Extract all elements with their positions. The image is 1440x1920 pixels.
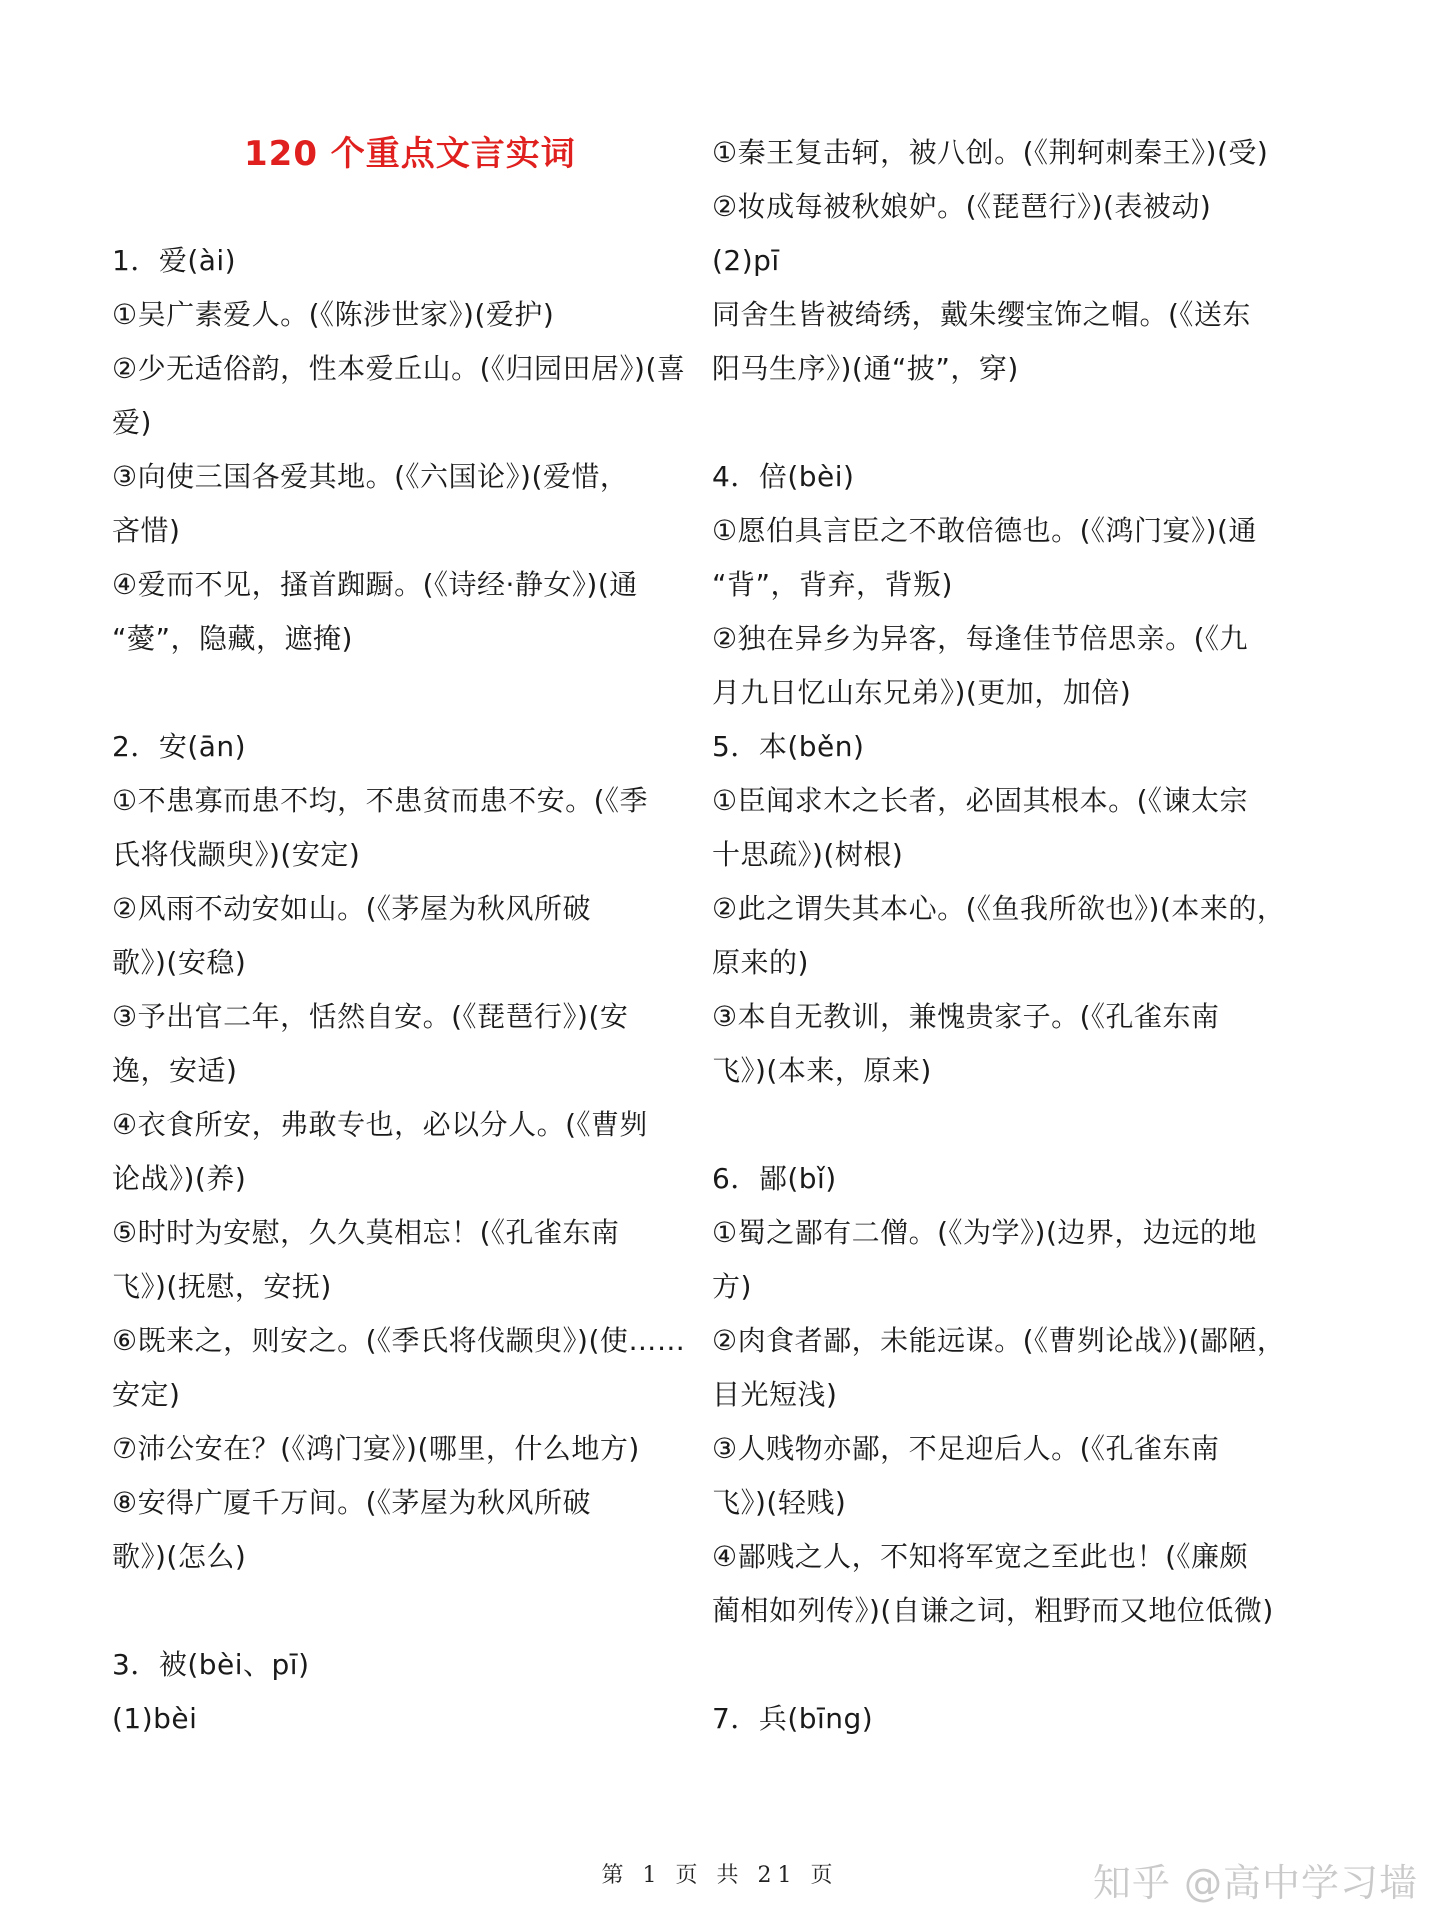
text-line: 6．鄙(bǐ) — [712, 1162, 837, 1195]
text-line: ③人贱物亦鄙，不足迎后人。(《孔雀东南 — [712, 1432, 1220, 1465]
text-line: ⑦沛公安在？(《鸿门宴》)(哪里，什么地方) — [112, 1432, 640, 1465]
text-line: “背”，背弃，背叛) — [712, 568, 953, 601]
text-line — [112, 666, 692, 720]
text-line: 安定) — [112, 1378, 181, 1411]
text-line: 目光短浅) — [712, 1378, 838, 1411]
text-line: 7．兵(bīng) — [712, 1702, 874, 1735]
text-line: ③予出官二年，恬然自安。(《琵琶行》)(安 — [112, 1000, 629, 1033]
text-line: ③向使三国各爱其地。(《六国论》)(爱惜， — [112, 460, 629, 493]
text-line: ⑧安得广厦千万间。(《茅屋为秋风所破 — [112, 1486, 592, 1519]
page-number-footer: 第 1 页 共 21 页 — [601, 1863, 839, 1888]
text-line: ⑤时时为安慰，久久莫相忘！(《孔雀东南 — [112, 1216, 620, 1249]
text-line: 原来的) — [712, 946, 809, 979]
text-line: 飞》)(抚慰，安抚) — [112, 1270, 332, 1303]
text-line: ②肉食者鄙，未能远谋。(《曹刿论战》)(鄙陋， — [712, 1324, 1286, 1357]
text-line: ④衣食所安，弗敢专也，必以分人。(《曹刿 — [112, 1108, 649, 1141]
text-line: ①吴广素爱人。(《陈涉世家》)(爱护) — [112, 298, 555, 331]
watermark: 知乎 @高中学习墙 — [1092, 1861, 1418, 1905]
text-line: 蔺相如列传》)(自谦之词，粗野而又地位低微) — [712, 1594, 1274, 1627]
text-line: 4．倍(bèi) — [712, 460, 855, 493]
text-line: 十思疏》)(树根) — [712, 838, 904, 871]
text-line: ①秦王复击轲，被八创。(《荆轲刺秦王》)(受) — [712, 136, 1269, 169]
text-line: 月九日忆山东兄弟》)(更加，加倍) — [712, 676, 1132, 709]
text-line: ①蜀之鄙有二僧。(《为学》)(边界，边远的地 — [712, 1216, 1257, 1249]
text-line: (1)bèi — [112, 1702, 198, 1735]
text-line: ⑥既来之，则安之。(《季氏将伐颛臾》)(使…… — [112, 1324, 686, 1357]
text-line: 歌》)(怎么) — [112, 1540, 247, 1573]
text-line: “薆”，隐藏，遮掩) — [112, 622, 353, 655]
left-column — [112, 126, 692, 1746]
text-line: ②独在异乡为异客，每逢佳节倍思亲。(《九 — [712, 622, 1249, 655]
text-line: 飞》)(本来，原来) — [712, 1054, 932, 1087]
text-line: 氏将伐颛臾》)(安定) — [112, 838, 361, 871]
text-line: 飞》)(轻贱) — [712, 1486, 847, 1519]
text-line: 1．爱(ài) — [112, 244, 237, 277]
text-line: ②少无适俗韵，性本爱丘山。(《归园田居》)(喜 — [112, 352, 686, 385]
text-line — [112, 126, 692, 180]
text-line: 阳马生序》)(通“披”，穿) — [712, 352, 1019, 385]
text-line: ②风雨不动安如山。(《茅屋为秋风所破 — [112, 892, 592, 925]
text-line: ④鄙贱之人，不知将军宽之至此也！(《廉颇 — [712, 1540, 1249, 1573]
text-line: 3．被(bèi、pī) — [112, 1648, 310, 1681]
text-line: 方) — [712, 1270, 752, 1303]
text-line — [712, 1638, 1292, 1692]
text-line: ①不患寡而患不均，不患贫而患不安。(《季 — [112, 784, 649, 817]
text-line: 2．安(ān) — [112, 730, 247, 763]
text-line: ④爱而不见，搔首踟蹰。(《诗经·静女》)(通 — [112, 568, 638, 601]
text-line — [112, 1584, 692, 1638]
text-line: 爱) — [112, 406, 152, 439]
text-line: 同舍生皆被绮绣，戴朱缨宝饰之帽。(《送东 — [712, 298, 1251, 331]
text-line: ③本自无教训，兼愧贵家子。(《孔雀东南 — [712, 1000, 1220, 1033]
text-line: 论战》)(养) — [112, 1162, 247, 1195]
text-line: 吝惜) — [112, 514, 181, 547]
page-title: 120 个重点文言实词 — [244, 134, 576, 174]
text-line: ②此之谓失其本心。(《鱼我所欲也》)(本来的， — [712, 892, 1286, 925]
text-line: ①愿伯具言臣之不敢倍德也。(《鸿门宴》)(通 — [712, 514, 1257, 547]
text-line — [712, 396, 1292, 450]
text-line: ②妆成每被秋娘妒。(《琵琶行》)(表被动) — [712, 190, 1212, 223]
text-line — [712, 1098, 1292, 1152]
text-line: 歌》)(安稳) — [112, 946, 247, 979]
text-line: ①臣闻求木之长者，必固其根本。(《谏太宗 — [712, 784, 1249, 817]
text-line: (2)pī — [712, 244, 780, 277]
right-column — [712, 126, 1292, 1746]
text-line: 逸，安适) — [112, 1054, 238, 1087]
text-line: 5．本(běn) — [712, 730, 865, 763]
text-line — [112, 180, 692, 234]
